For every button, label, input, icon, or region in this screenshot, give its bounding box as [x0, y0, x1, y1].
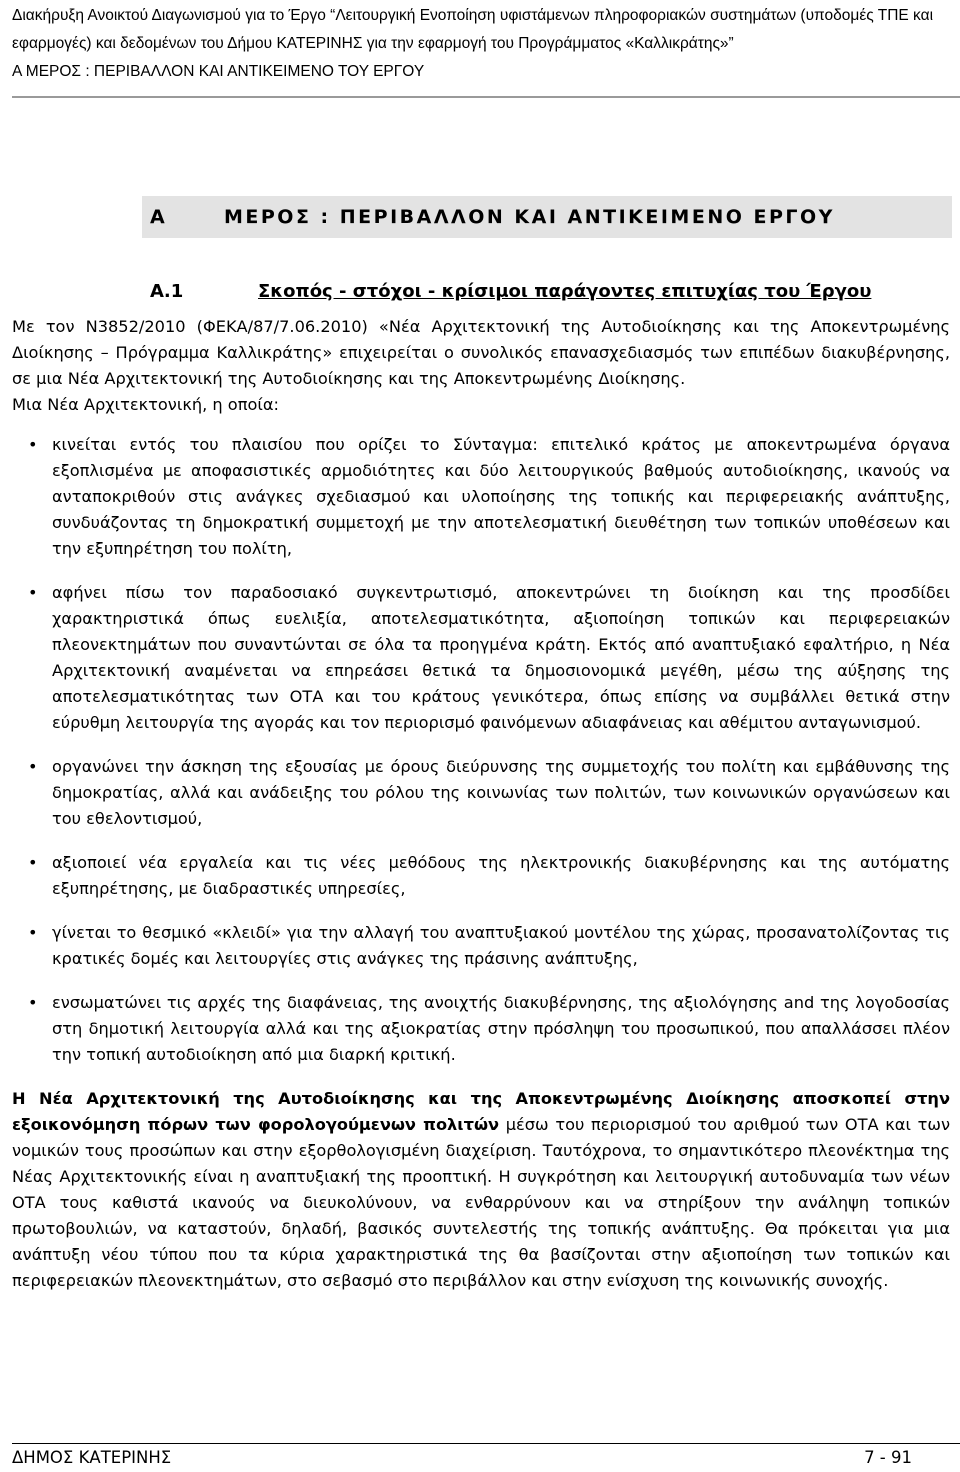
closing-bold-text: Η Νέα Αρχιτεκτονική της Αυτοδιοίκησης και της Αποκεντρωμένης Διοίκησης αποσκοπεί στην εξοικονόμηση πόρων των φορολογούμενων πολιτών — [12, 1089, 950, 1134]
list-item-text: γίνεται το θεσμικό «κλειδί» για την αλλαγή του αναπτυξιακού μοντέλου της χώρας, προσανατολίζοντας τις κρατικές δομές και λειτουργίες στις ανάγκες της πράσινης ανάπτυξης, — [52, 923, 950, 968]
intro-paragraph: Με τον Ν3852/2010 (ΦΕΚΑ/87/7.06.2010) «Νέα Αρχιτεκτονική της Αυτοδιοίκησης και της Αποκεντρωμένης Διοίκησης – Πρόγραμμα Καλλικράτης» επιχειρείται ο συνολικός επανασχεδιασμός των επιπέδων διακυβέρνησης, σε μια Νέα Αρχιτεκτονική της Αυτοδιοίκησης και της Αποκεντρωμένης Διοίκησης. — [12, 317, 950, 388]
closing-text: μέσω του περιορισμού του αριθμού των ΟΤΑ και των νομικών τους προσώπων και στην εξορθολογισμένη διαχείριση. Ταυτόχρονα, το σημαντικότερο πλεονέκτημα της Νέας Αρχιτεκτονικής είναι η αναπτυξιακή της προοπτική. Η συγκρότηση και λειτουργική αυτοδυναμία των νέων ΟΤΑ τους καθιστά ικανούς να διευκολύνουν, να ενθαρρύνουν και να στηρίξουν την ανάληψη τοπικών πρωτοβουλιών, να καταστούν, δηλαδή, βασικός συντελεστής της τοπικής ανάπτυξης. Θα πρόκειται για μια ανάπτυξη νέου τύπου που τα κύρια χαρακτηριστικά της θα βασίζονται στην αξιοποίηση των τοπικών και περιφερειακών πλεονεκτημάτων, στο σεβασμό στο περιβάλλον και στην ενίσχυση της κοινωνικής συνοχής. — [12, 1115, 951, 1290]
list-item-text: ενσωματώνει τις αρχές της διαφάνειας, της ανοιχτής διακυβέρνησης, της αξιολόγησης and της λογοδοσίας στη δημοτική λειτουργία αλλά και της αξιοκρατίας στην πρόσληψη του προσωπικού, που απαλλάσσει πλέον την τοπική αυτοδιοίκηση από μια διαρκή κριτική. — [52, 993, 950, 1064]
subsection-title: Σκοπός - στόχοι - κρίσιμοι παράγοντες επιτυχίας του Έργου — [258, 281, 872, 302]
page-number: 7 - 91 — [864, 1448, 912, 1467]
bullet-list — [12, 432, 950, 1068]
header-rule — [12, 96, 960, 98]
section-letter: Α — [150, 206, 165, 228]
list-item-text: αξιοποιεί νέα εργαλεία και τις νέες μεθόδους της ηλεκτρονικής διακυβέρνησης και της αυτόματης εξυπηρέτησης, με διαδραστικές υπηρεσίες, — [52, 853, 950, 898]
section-title: ΜΕΡΟΣ : ΠΕΡΙΒΑΛΛΟΝ ΚΑΙ ΑΝΤΙΚΕΙΜΕΝΟ ΕΡΓΟΥ — [224, 206, 835, 228]
header-line-3: Α ΜΕΡΟΣ : ΠΕΡΙΒΑΛΛΟΝ ΚΑΙ ΑΝΤΙΚΕΙΜΕΝΟ ΤΟΥ ΕΡΓΟΥ — [12, 63, 425, 80]
list-intro: Μια Νέα Αρχιτεκτονική, η οποία: — [12, 395, 279, 414]
bullet-icon: • — [28, 583, 38, 602]
section-heading — [142, 196, 952, 238]
footer-rule — [12, 1443, 960, 1444]
list-item-text: αφήνει πίσω τον παραδοσιακό συγκεντρωτισμό, αποκεντρώνει τη διοίκηση και της προσδίδει χαρακτηριστικά όπως ευελιξία, αποτελεσματικότητα, αξιοποίηση τοπικών και περιφερειακών πλεονεκτημάτων που συναντώνται σε όλα τα προηγμένα κράτη. Εκτός από αναπτυξιακό εφαλτήριο, η Νέα Αρχιτεκτονική αναμένεται να επηρεάσει θετικά τα δημοσιονομικά μεγέθη, μέσω της αύξησης της αποτελεσματικότητας των ΟΤΑ και του κράτους γενικότερα, όπως επίσης να συμβάλλει θετικά στην εύρυθμη λειτουργία της αγοράς και τον περιορισμό φαινόμενων αδιαφάνειας και αθέμιτου ανταγωνισμού. — [52, 583, 950, 732]
list-item-text: κινείται εντός του πλαισίου που ορίζει το Σύνταγμα: επιτελικό κράτος με αποκεντρωμένα όργανα εξοπλισμένα με αποφασιστικές αρμοδιότητες και δύο λειτουργικούς βαθμούς αυτοδιοίκησης, ικανούς να ανταποκριθούν στις ανάγκες σχεδιασμού και υλοποίησης της τοπικής και περιφερειακής ανάπτυξης, συνδυάζοντας τη δημοκρατική συμμετοχή με την αποτελεσματική διευθέτηση των τοπικών υποθέσεων και την εξυπηρέτηση του πολίτη, — [52, 435, 950, 558]
list-item — [12, 920, 950, 972]
header-line-2: εφαρμογές) και δεδομένων του Δήμου ΚΑΤΕΡΙΝΗΣ για την εφαρμογή του Προγράμματος «Καλλικράτης»” — [12, 35, 734, 52]
list-item — [12, 850, 950, 902]
closing-paragraph — [12, 1086, 950, 1294]
bullet-icon: • — [28, 923, 38, 942]
footer-municipality: ΔΗΜΟΣ ΚΑΤΕΡΙΝΗΣ — [12, 1448, 172, 1467]
list-item-text: οργανώνει την άσκηση της εξουσίας με όρους διεύρυνσης της συμμετοχής του πολίτη και εμβάθυνσης της δημοκρατίας, αλλά και ανάδειξης του ρόλου της κοινωνίας των πολιτών, των κοινωνικών οργανώσεων και του εθελοντισμού, — [52, 757, 950, 828]
bullet-icon: • — [28, 757, 38, 776]
bullet-icon: • — [28, 435, 38, 454]
header-line-1: Διακήρυξη Ανοικτού Διαγωνισμού για το Έργο “Λειτουργική Ενοποίηση υφιστάμενων πληροφοριακών συστημάτων (υποδομές ΤΠΕ και — [12, 7, 934, 24]
list-item — [12, 990, 950, 1068]
list-item — [12, 754, 950, 832]
list-item — [12, 580, 950, 736]
running-header — [12, 2, 952, 86]
body-content — [12, 314, 950, 1294]
bullet-icon: • — [28, 993, 38, 1012]
subsection-number: Α.1 — [150, 281, 184, 302]
bullet-icon: • — [28, 853, 38, 872]
list-item — [12, 432, 950, 562]
